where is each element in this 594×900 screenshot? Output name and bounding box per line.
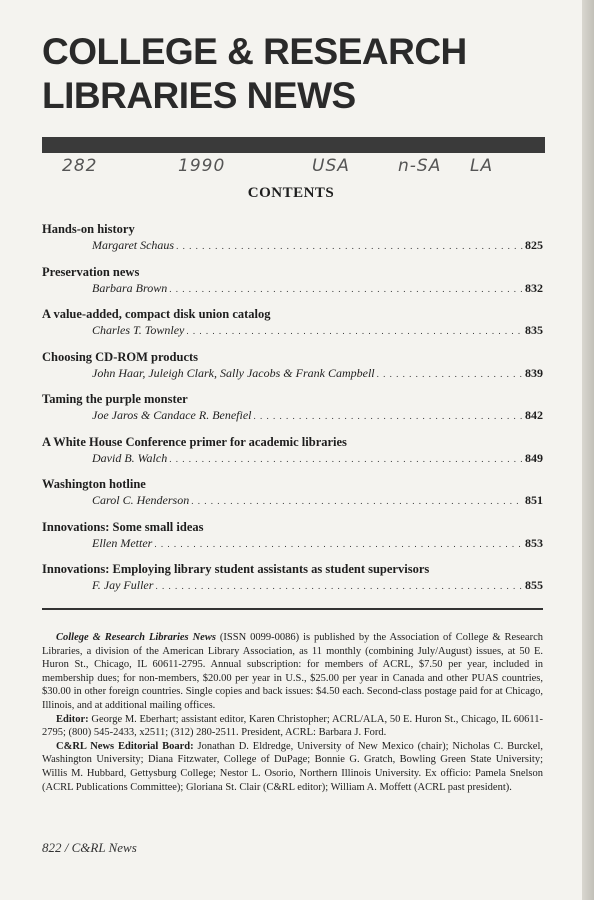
toc-entry[interactable]: [42, 434, 543, 477]
article-title[interactable]: Washington hotline: [42, 477, 146, 491]
article-author: Charles T. Townley: [92, 323, 185, 337]
page-number: 853: [525, 535, 543, 550]
leader-dots: [169, 451, 523, 467]
toc-entry[interactable]: [42, 519, 543, 562]
toc-entry[interactable]: [42, 349, 543, 392]
contents-heading: CONTENTS: [247, 185, 335, 201]
title-line-2: LIBRARIES NEWS: [42, 75, 356, 116]
article-title[interactable]: Choosing CD-ROM products: [42, 349, 199, 364]
handwritten-note: 1990: [178, 156, 226, 176]
table-of-contents: [42, 221, 543, 604]
page-edge: [582, 0, 594, 900]
handwritten-note: 282: [62, 156, 98, 176]
article-author: Barbara Brown: [92, 280, 168, 295]
leader-dots: [155, 578, 523, 594]
publication-details: (ISSN 0099-0086) is published by the Association of College & Research Libraries, a division of the American Library Association, as 11 monthly (combining July/August) issues, at 50 E. Huron St., Chicago, IL 60611-2795. Annual subscription: for members of ACRL, $7.50 per year, included in membership dues; for non-members, $20.00 per year in U.S., $25.00 per year in Canada and other PUAS countries, $30.00 in other foreign countries. Single copies and back issues: $4.50 each. Second-class postage paid for at Chicago, Illinois, and at additional mailing offices.: [42, 632, 543, 711]
page-number: 842: [525, 408, 543, 422]
page-number: 825: [525, 238, 543, 252]
page-number: 851: [525, 493, 543, 507]
title-line-1: COLLEGE & RESEARCH: [42, 31, 467, 72]
leader-dots: [377, 366, 523, 382]
editorial-board-statement: [42, 740, 543, 794]
page-number: 832: [525, 280, 543, 295]
publication-statement: [42, 631, 543, 713]
article-title[interactable]: Hands-on history: [42, 222, 135, 236]
article-author: John Haar, Juleigh Clark, Sally Jacobs & Frank Campbell: [92, 365, 375, 380]
leader-dots: [186, 323, 523, 339]
page-number: 839: [525, 365, 543, 380]
article-author: Ellen Metter: [92, 535, 153, 550]
leader-dots: [254, 408, 523, 424]
handwritten-note: n-SA: [398, 156, 442, 176]
toc-entry[interactable]: [42, 221, 543, 264]
publication-name: College & Research Libraries News: [56, 632, 216, 643]
article-title[interactable]: Preservation news: [42, 264, 140, 279]
toc-entry[interactable]: [42, 264, 543, 307]
editor-details: George M. Eberhart; assistant editor, Karen Christopher; ACRL/ALA, 50 E. Huron St., Chicago, IL 60611-2795; (800) 545-2433, x2511; (312) 280-2511. President, ACRL: Barbara J. Ford.: [42, 713, 543, 739]
article-title[interactable]: Innovations: Some small ideas: [42, 519, 204, 534]
toc-entry[interactable]: [42, 561, 543, 604]
page-number: 855: [525, 578, 543, 592]
article-author: David B. Walch: [92, 450, 168, 465]
handwritten-note: USA: [312, 156, 350, 176]
publication-title: [42, 30, 467, 118]
toc-entry[interactable]: [42, 306, 543, 349]
article-author: Joe Jaros & Candace R. Benefiel: [92, 408, 252, 422]
page-number: 849: [525, 450, 543, 465]
leader-dots: [169, 281, 523, 297]
leader-dots: [176, 238, 523, 254]
article-title[interactable]: A White House Conference primer for academic libraries: [42, 434, 347, 449]
article-author: Carol C. Henderson: [92, 493, 190, 507]
leader-dots: [191, 493, 523, 509]
editorial-board-label: C&RL News Editorial Board:: [56, 740, 194, 752]
handwritten-note: LA: [470, 156, 494, 176]
leader-dots: [154, 536, 523, 552]
article-title[interactable]: A value-added, compact disk union catalog: [42, 307, 271, 321]
section-divider: [42, 608, 543, 610]
article-title[interactable]: Taming the purple monster: [42, 392, 188, 406]
editor-statement: [42, 713, 543, 740]
page-footer: 822 / C&RL News: [42, 840, 137, 855]
article-author: F. Jay Fuller: [92, 578, 154, 592]
masthead: [42, 631, 543, 794]
toc-entry[interactable]: [42, 391, 543, 434]
toc-entry[interactable]: [42, 476, 543, 519]
page-number: 835: [525, 323, 543, 337]
header-rule: [42, 137, 545, 153]
article-author: Margaret Schaus: [92, 238, 175, 252]
article-title[interactable]: Innovations: Employing library student assistants as student supervisors: [42, 562, 430, 576]
editorial-board-details: Jonathan D. Eldredge, University of New Mexico (chair); Nicholas C. Burckel, Washington University; Diana Fitzwater, College of DuPage; Bonnie G. Gratch, Bowling Green State University; Willis M. Hubbard, Gettysburg College; Nestor L. Osorio, Northern Illinois University. Ex officio: Pamela Snelson (ACRL Publications Committee); Gloriana St. Clair (C&RL editor); William A. Moffett (ACRL past president).: [42, 740, 543, 793]
editor-label: Editor:: [56, 713, 89, 725]
